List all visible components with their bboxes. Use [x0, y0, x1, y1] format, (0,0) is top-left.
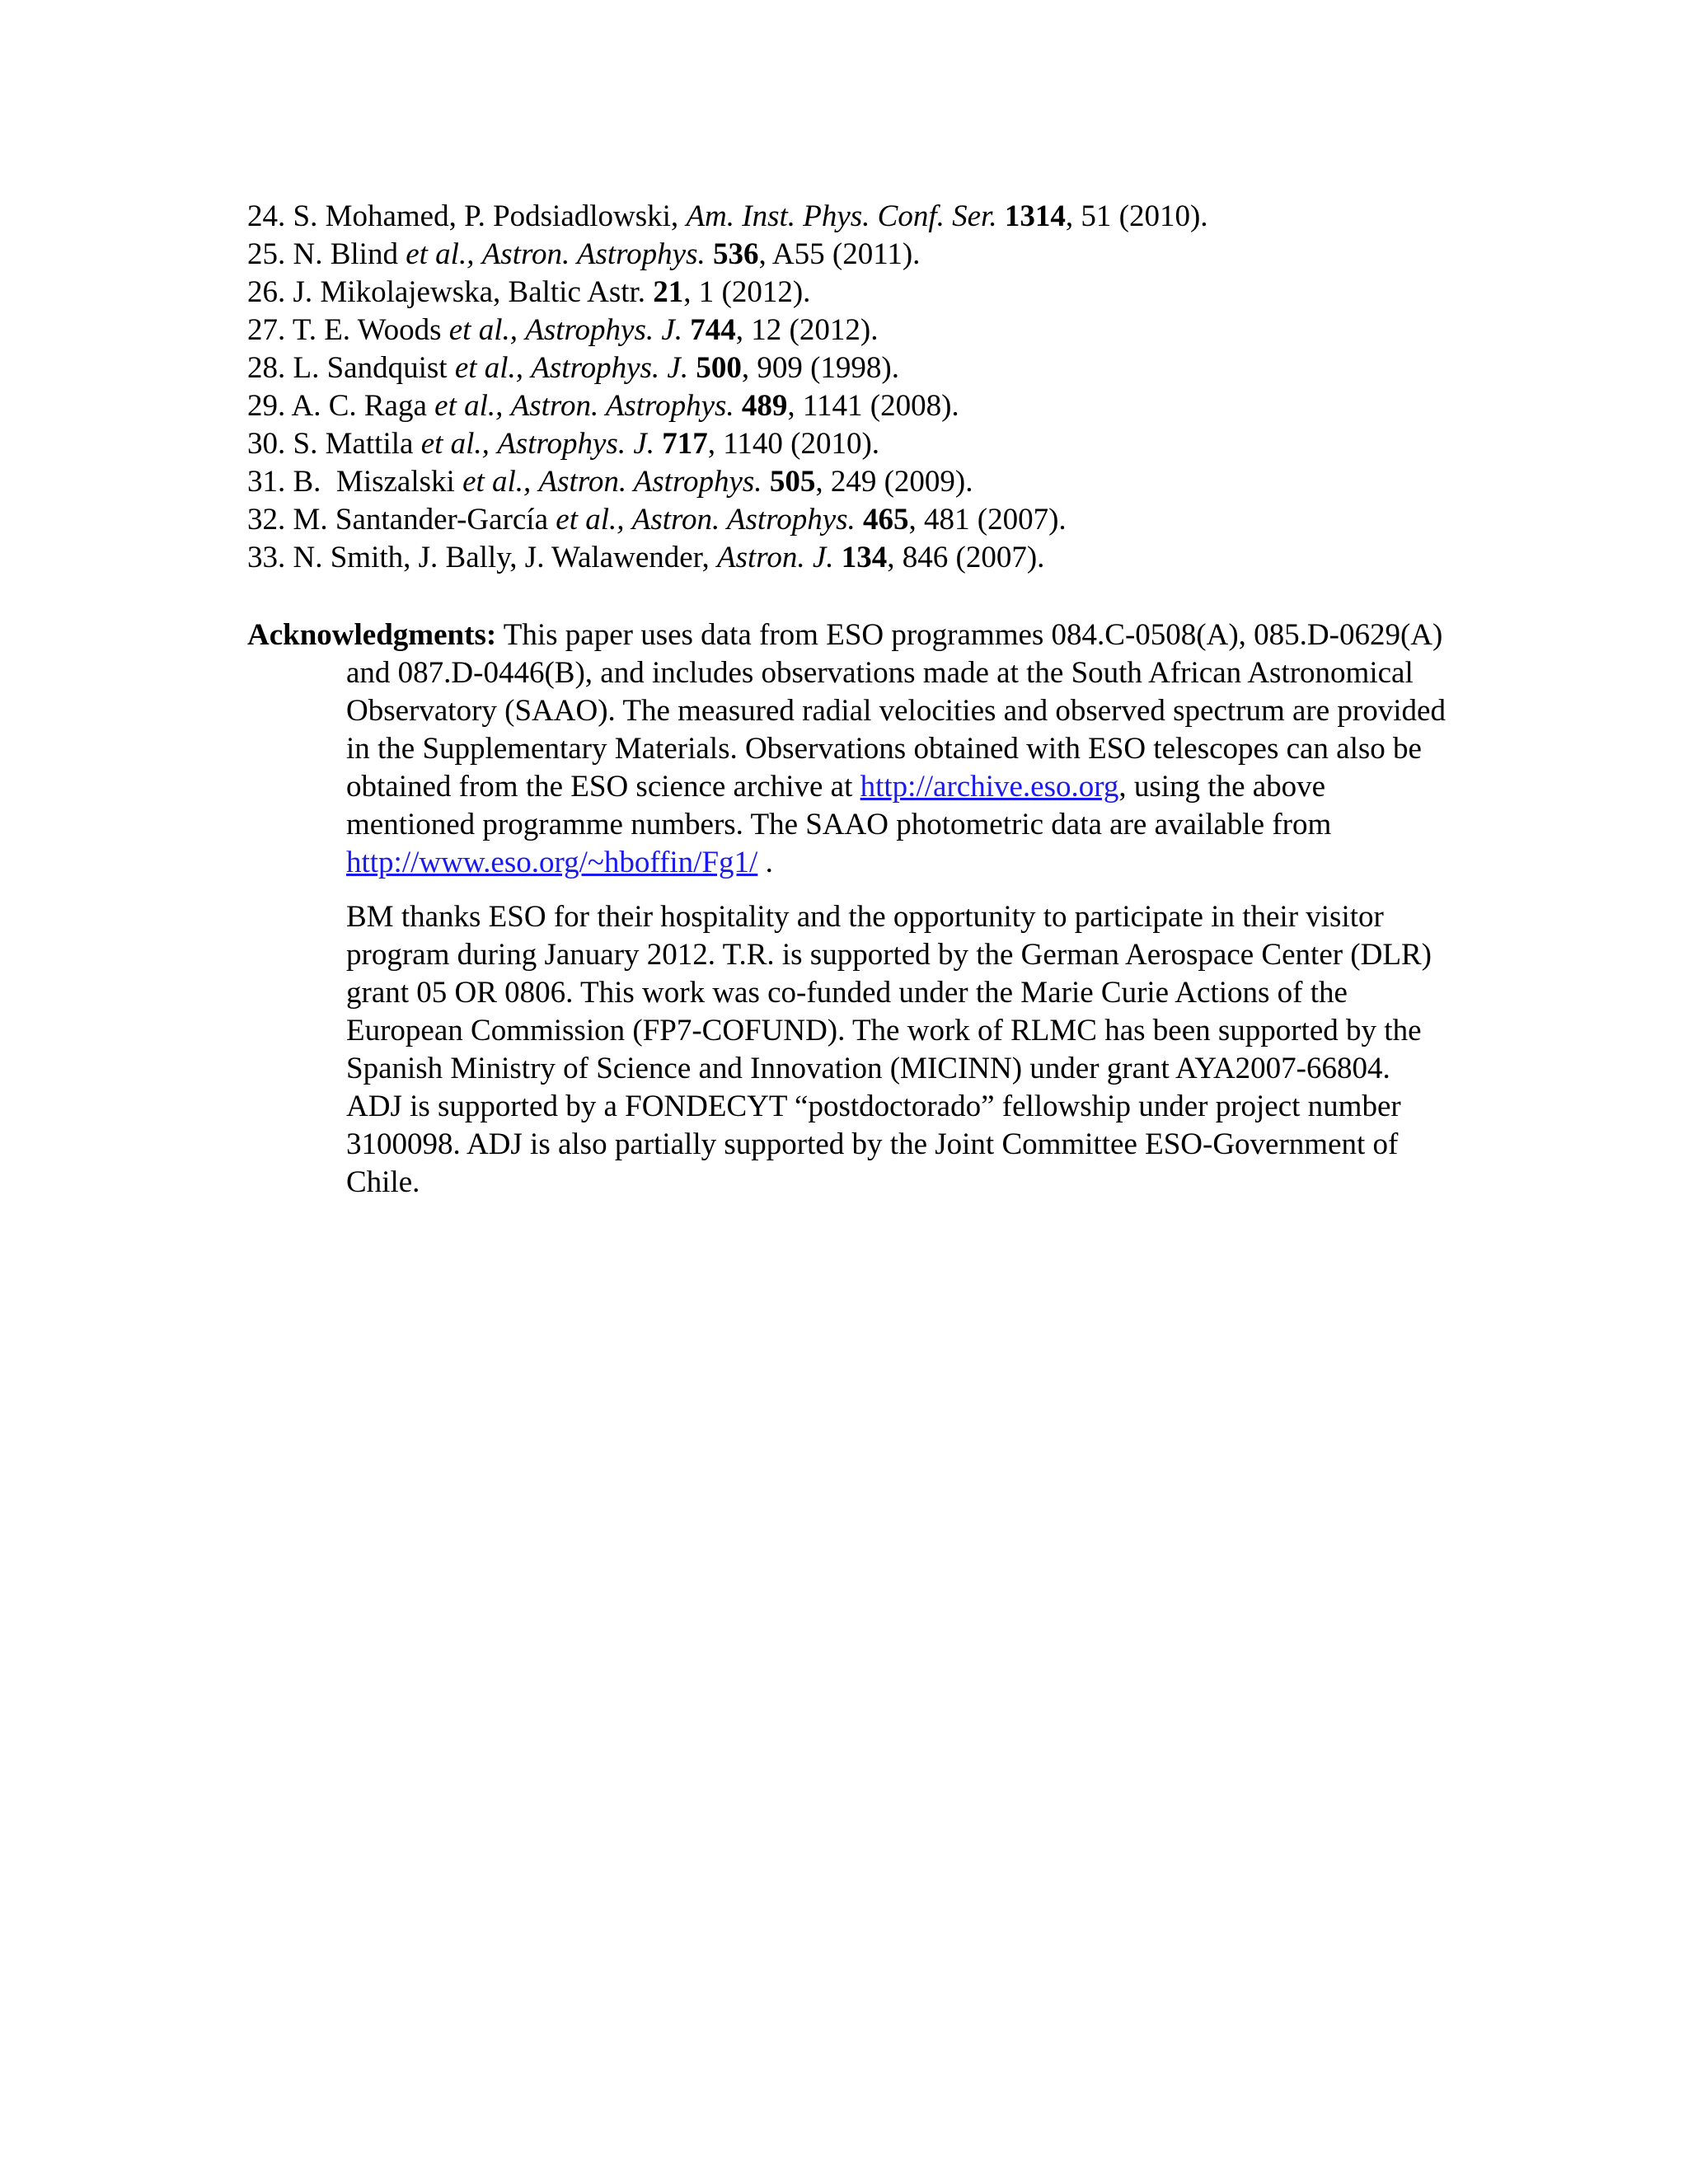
reference-item	[247, 425, 1484, 463]
acknowledgments-paragraph-2: BM thanks ESO for their hospitality and the opportunity to participate in their visitor program during January 2012. T.R. is supported by the German Aerospace Center (DLR) grant 05 OR 0806. This work was co-funded under the Marie Curie Actions of the European Commission (FP7-COFUND). The work of RLMC has been supported by the Spanish Ministry of Science and Innovation (MICINN) under grant AYA2007-66804. ADJ is supported by a FONDECYT “postdoctorado” fellowship under project number 3100098. ADJ is also partially supported by the Joint Committee ESO-Government of Chile.	[346, 900, 1432, 1199]
reference-pages-year: , A55 (2011).	[758, 237, 921, 271]
reference-authors: N. Blind	[293, 237, 398, 271]
reference-authors: J. Mikolajewska, Baltic Astr.	[293, 275, 646, 309]
reference-item	[247, 312, 1484, 349]
reference-number: 29.	[247, 389, 286, 423]
reference-etal: et al.,	[454, 351, 524, 385]
reference-pages-year: , 12 (2012).	[735, 313, 879, 347]
acknowledgments-text: .	[757, 846, 773, 879]
reference-journal: Astron. Astrophys.	[510, 389, 734, 423]
reference-number: 26.	[247, 275, 286, 309]
acknowledgments-paragraph-1	[247, 616, 1451, 882]
reference-authors: S. Mohamed, P. Podsiadlowski,	[293, 199, 679, 233]
reference-journal: Am. Inst. Phys. Conf. Ser.	[686, 199, 997, 233]
reference-number: 24.	[247, 199, 286, 233]
acknowledgments-text: , using the above mentioned programme numbers. The SAAO photometric data are available from	[346, 770, 1332, 841]
reference-authors: M. Santander-García	[293, 503, 549, 537]
reference-journal: Astron. J.	[717, 541, 834, 574]
reference-journal: Astron. Astrophys.	[538, 465, 762, 499]
reference-number: 25.	[247, 237, 286, 271]
reference-item	[247, 236, 1484, 274]
reference-item	[247, 349, 1484, 387]
reference-pages-year: , 846 (2007).	[887, 541, 1045, 574]
reference-journal: Astron. Astrophys.	[481, 237, 706, 271]
reference-item	[247, 274, 1484, 312]
reference-volume: 465	[863, 503, 909, 537]
reference-pages-year: , 1141 (2008).	[787, 389, 959, 423]
reference-item	[247, 387, 1484, 425]
reference-item	[247, 198, 1484, 236]
reference-volume: 505	[769, 465, 816, 499]
reference-number: 28.	[247, 351, 286, 385]
acknowledgments-section	[247, 616, 1451, 1202]
reference-number: 32.	[247, 503, 286, 537]
reference-journal: Astrophys. J.	[531, 351, 689, 385]
reference-etal: et al.,	[434, 389, 504, 423]
reference-item	[247, 463, 1484, 501]
reference-etal: et al.,	[406, 237, 475, 271]
reference-journal: Astrophys. J.	[525, 313, 683, 347]
reference-authors: A. C. Raga	[291, 389, 427, 423]
reference-authors: L. Sandquist	[293, 351, 448, 385]
reference-volume: 489	[741, 389, 788, 423]
reference-volume: 21	[653, 275, 684, 309]
reference-number: 31.	[247, 465, 286, 499]
reference-etal: et al.,	[420, 427, 490, 461]
reference-volume: 500	[696, 351, 742, 385]
reference-pages-year: , 249 (2009).	[815, 465, 973, 499]
reference-etal: et al.,	[448, 313, 518, 347]
reference-etal: et al.,	[462, 465, 532, 499]
reference-authors: B. Miszalski	[293, 465, 455, 499]
saao-data-link[interactable]: http://www.eso.org/~hboffin/Fg1/	[346, 846, 758, 879]
reference-authors: T. E. Woods	[292, 313, 442, 347]
reference-pages-year: , 51 (2010).	[1065, 199, 1208, 233]
reference-pages-year: , 481 (2007).	[908, 503, 1067, 537]
reference-etal: et al.,	[556, 503, 625, 537]
reference-volume: 744	[690, 313, 736, 347]
reference-volume: 1314	[1004, 199, 1066, 233]
reference-pages-year: , 1140 (2010).	[707, 427, 880, 461]
reference-pages-year: , 909 (1998).	[741, 351, 900, 385]
acknowledgments-label: Acknowledgments:	[247, 618, 497, 652]
reference-number: 30.	[247, 427, 286, 461]
reference-item	[247, 539, 1484, 577]
reference-journal: Astrophys. J.	[497, 427, 654, 461]
reference-pages-year: , 1 (2012).	[683, 275, 811, 309]
reference-number: 33.	[247, 541, 286, 574]
reference-volume: 134	[841, 541, 888, 574]
reference-item	[247, 501, 1484, 539]
reference-volume: 717	[662, 427, 708, 461]
reference-authors: N. Smith, J. Bally, J. Walawender,	[293, 541, 710, 574]
acknowledgments-text: This paper uses data from ESO programmes 084.C-0508(A), 085.D-0629(A) and 087.D-0446(B), and includes observations made at the South African Astronomical Observatory (SAAO). The measured radial velocities and observed spectrum are provided in the Supplementary Materials. Observations obtained with ESO telescopes can also be obtained from the ESO science archive at	[346, 618, 1446, 804]
reference-list	[247, 198, 1484, 577]
reference-authors: S. Mattila	[293, 427, 414, 461]
reference-journal: Astron. Astrophys.	[631, 503, 856, 537]
reference-volume: 536	[712, 237, 759, 271]
eso-archive-link[interactable]: http://archive.eso.org	[860, 770, 1119, 804]
reference-number: 27.	[247, 313, 286, 347]
